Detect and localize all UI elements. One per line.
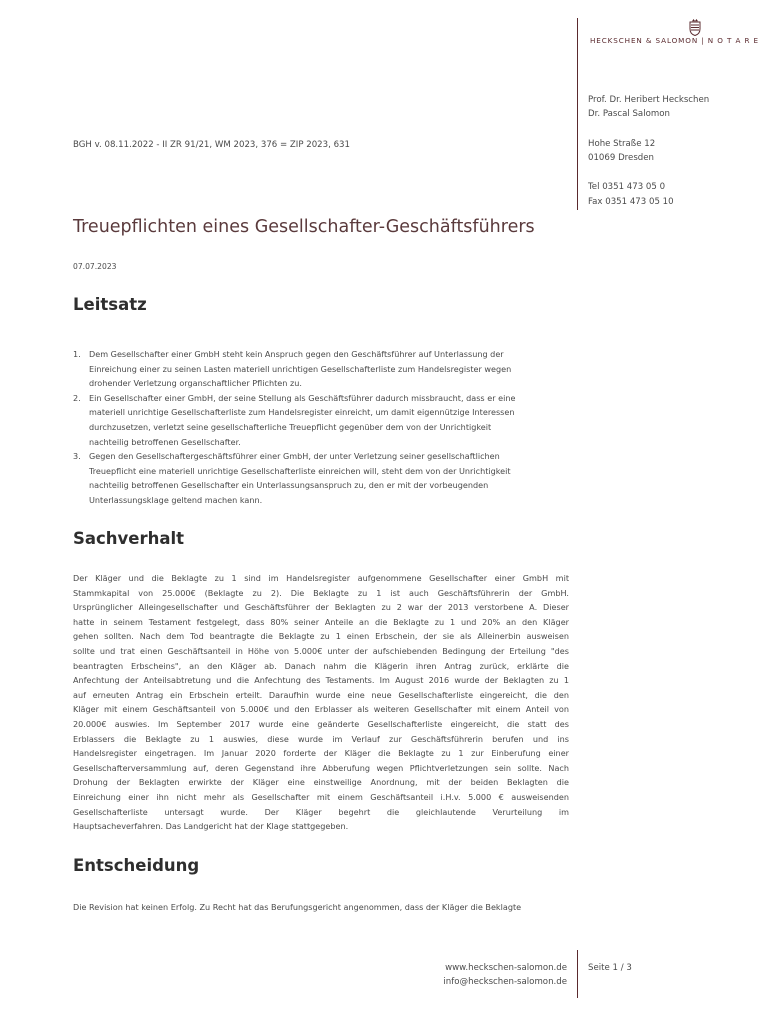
list-item-line: Gegen den Gesellschaftergeschäftsführer einer GmbH, der unter Verletzung seiner gesellschaftlichen	[89, 451, 500, 462]
paragraph-line: 20.000€ auswies. Im September 2017 wurde eine geänderte Gesellschafterliste eingereicht, die statt des	[73, 718, 569, 729]
phone-number: Tel 0351 473 05 0	[588, 182, 666, 192]
document-title: Treuepflichten eines Gesellschafter-Geschäftsführers	[73, 217, 535, 237]
page-number: Seite 1 / 3	[588, 963, 632, 973]
list-item-line: nachteilig betroffenen Gesellschafter ein Unterlassungsanspruch zu, den er mit der vorbeugenden	[89, 480, 489, 491]
paragraph-line: Der Kläger und die Beklagte zu 1 sind im Handelsregister aufgenommene Gesellschafter einer GmbH mit	[73, 573, 569, 583]
section-heading-entscheidung: Entscheidung	[73, 856, 200, 875]
list-item-line: nachteilig betroffenen Gesellschafter.	[89, 436, 241, 447]
list-item	[73, 347, 553, 391]
list-item-number: 3.	[73, 451, 81, 462]
list-item-line: durchzusetzen, verletzt seine gesellschafterliche Treuepflicht gegenüber dem von der Unrichtigkeit	[89, 421, 492, 432]
section-heading-leitsatz: Leitsatz	[73, 295, 147, 314]
leitsatz-list	[73, 347, 553, 508]
list-item-line: Treuepflicht eine materiell unrichtige Gesellschafterliste einreichen will, steht dem von der Unrichtigkeit	[89, 465, 511, 476]
paragraph-line: Erblassers die Beklagte zu 1 auswies, diese wurde im Verlauf zur Geschäftsführerin berufen und ins	[73, 733, 569, 744]
paragraph-line: Gesellschafterliste untersagt wurde. Der Kläger begehrt die gleichlautende Verurteilung im	[73, 806, 569, 817]
list-item-number: 1.	[73, 349, 81, 359]
list-item	[73, 449, 553, 507]
case-citation: BGH v. 08.11.2022 - II ZR 91/21, WM 2023, 376 = ZIP 2023, 631	[73, 140, 350, 150]
paragraph-line: Gesellschafterversammlung auf, deren Gegenstand ihre Abberufung wegen Pflichtverletzungen sein sollte. Nach	[73, 762, 569, 773]
list-item-line: Unterlassungsklage geltend machen kann.	[89, 494, 263, 505]
paragraph-line: Kläger mit einem Geschäftsanteil von 5.000€ und den Erblasser als weiteren Gesellschafter mit einem Anteil von	[73, 704, 569, 715]
paragraph-line: Hauptsacheverfahren. Das Landgericht hat der Klage stattgegeben.	[73, 821, 349, 832]
address-street: Hohe Straße 12	[588, 139, 656, 149]
list-item-line: Dem Gesellschafter einer GmbH steht kein Anspruch gegen den Geschäftsführer auf Unterlassung der	[89, 349, 504, 359]
footer-divider-line	[577, 950, 578, 998]
sachverhalt-paragraph	[73, 571, 569, 834]
paragraph-line: Drohung der Beklagten erwirkte der Kläger eine einstweilige Anordnung, mit der beiden Beklagten die	[73, 777, 569, 788]
list-item	[73, 391, 553, 449]
paragraph-line: Ursprünglicher Alleingesellschafter und Geschäftsführer der Beklagten zu 2 war der 2013 verstorbene A. Dieser	[73, 602, 569, 613]
notary-name: Dr. Pascal Salomon	[588, 109, 670, 119]
list-item-line: materiell unrichtige Gesellschafterliste zum Handelsregister einreicht, um damit eigennützige Interessen	[89, 407, 515, 418]
paragraph-line: Anfechtung der Anteilsabtretung und die Anfechtung des Testaments. Im August 2016 wurde der Beklagten zu 1	[73, 675, 569, 686]
paragraph-line: sollte und trat einen Geschäftsanteil in Höhe von 5.000€ unter der aufschiebenden Bedingung der Erteilung "des	[73, 645, 569, 656]
paragraph-line: gehen sollten. Nach dem Tod beantragte die Beklagte zu 1 einen Erbschein, der sie als Alleinerbin ausweisen	[73, 631, 569, 642]
notary-name: Prof. Dr. Heribert Heckschen	[588, 95, 710, 105]
brand-name: HECKSCHEN & SALOMON | N O T A R E	[590, 36, 759, 45]
list-item-line: drohender Verletzung organschaftlicher Pflichten zu.	[89, 378, 302, 389]
paragraph-line: beantragten Erbscheins", an den Kläger ab. Danach nahm die Klägerin ihren Antrag zurück, erklärte die	[73, 660, 569, 671]
paragraph-line: auf erneuten Antrag ein Erbschein erteilt. Daraufhin wurde eine neue Gesellschafterliste eingereicht, die den	[73, 689, 569, 700]
entscheidung-paragraph	[73, 900, 569, 915]
paragraph-line: hatte in seinem Testament festgelegt, dass 80% seiner Anteile an die Beklagte zu 1 und 20% an den Kläger	[73, 616, 569, 627]
paragraph-line: Stammkapital von 25.000€ (Beklagte zu 2). Die Beklagte zu 1 ist auch Geschäftsführerin der GmbH.	[73, 587, 569, 598]
header-divider-line	[577, 18, 578, 210]
document-date: 07.07.2023	[73, 262, 117, 271]
fax-number: Fax 0351 473 05 10	[588, 197, 674, 207]
address-city: 01069 Dresden	[588, 153, 654, 163]
section-heading-sachverhalt: Sachverhalt	[73, 529, 185, 548]
paragraph-line: Die Revision hat keinen Erfolg. Zu Recht hat das Berufungsgericht angenommen, dass der Kläger die Beklagte	[73, 902, 522, 912]
list-item-line: Ein Gesellschafter einer GmbH, der seine Stellung als Geschäftsführer dadurch missbraucht, dass er eine	[89, 392, 516, 403]
website-link[interactable]: www.heckschen-salomon.de	[445, 963, 567, 973]
list-item-line: Einreichung einer zu seinen Lasten materiell unrichtigen Gesellschafterliste zum Handelsregister wegen	[89, 363, 512, 374]
email-link[interactable]: info@heckschen-salomon.de	[443, 977, 567, 987]
paragraph-line: Handelsregister eingetragen. Im Januar 2020 forderte der Kläger die Beklagte zu 1 zur Einberufung einer	[73, 748, 569, 759]
paragraph-line: Einreichung einer ihn nicht mehr als Gesellschafter mit einem Geschäftsanteil i.H.v. 5.000 € ausweisenden	[73, 791, 569, 802]
list-item-number: 2.	[73, 392, 81, 403]
coat-of-arms-icon	[688, 18, 702, 36]
